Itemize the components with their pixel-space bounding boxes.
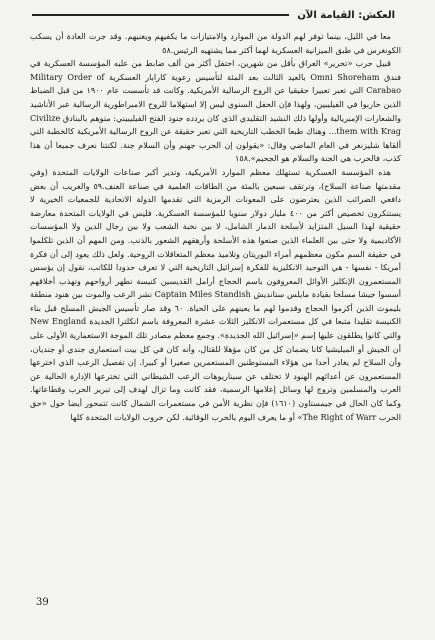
body-text bbox=[30, 30, 401, 590]
paragraph: هذه المؤسسة العسكرية تستهلك معظم الموارد الأمريكية، وتدير أكبر صناعات الولايات المتحدة (وفي مقدمتها صناعة السلاح)، وترتقف سبعين بالمئة من الطاقات العلمية في صناعة العنف.٥٩ والغريب أن بعض دافعي الضرائب الذين يعترضون على المعونات الرمزية التي تقدمها الدولة الاتحادية للجمعيات الخيرية لا يستنكرون تخصيص أكثر من ٤٠٠ مليار دولار سنويا للمؤسسة العسكرية. فليس في الولايات المتحدة معارضة حقيقية لهذا السيل المتزايد لأسلحة الدمار الشامل، لا بين نخبة الشعب ولا بين رجال الدين ولا المؤسسات الأكاديمية ولا حتى بين العلماء الذين صنعوا هذه الأسلحة وأرهقهم الشعور بالذنب. ومن المهم أن الذين تلكلموا في حقيقة السم مكون معظمهم أمراء البوريتان وتلاميذ معظم المتعاقلات الروحية. ولعل ذلك يعود إلى أن فكرة أمريكا - نفسها - هي التوحيد الانكليزية للفكرة إسرائيل التاريخية التي لا تعرف حدودا للكاتب، تقول إن يؤسس المستعمرون الإنكليز الأوائل المعروفون باسم الحجاج أرامل القديسين كنيسة تطهر أرواحهم وتهذب أخلاقهم أسسوا جيشا مسلحا بقيادة مايلس ستانديش Captain Miles Standish نشر الرعب والموت بين هنود منطقة بليموث الذين أكرموا الحجاج وقدموا لهم ما يعينهم على الحياة. ٦٠ وقد صار تأسيس الجيش المسلح قبل بناء الكنيسة تقليدا متبعا في كل مستعمرات الانكليز الثلاث عشرة المعروفة باسم انكلترا الجديدة New England والتي كانوا يطلقون عليها إسم «إسرائيل الله الجديدة». وجمع معظم مصادر تلك الموجة الاستعمارية الأولى على أن الجيش أو الميليشيا كانا يضمان كل من كان مؤهلا للقتال، وأنه كان في كل بيت استعماري جندي أو جنديان، وأن السلاح لم يغادر أحدا من هؤلاء المستوطنين المستعمرين صغيرا أو كبيرا. إن تفصيل الرعب الذي اخترعها المستعمرون عن أعدائهم الهنود لا تختلف عن سيناريوهات الرعب الشيطاني التي تخترعها الإدارة الحالية عن العرب والمسلمين وتروج لها وسائل إعلامها الرسمية، فقد كانت وما تزال لهدف إلى تبرير الحرب وقطاعاتها. وكما كان الحال في جيمستاون (١٦١٠) فإن نظرية الأمن في مستعمرات الشمال كانت تتمحور أيضا حول «حق الحرب The Right of Warr» أو ما يعرف اليوم بالحرب الوقائية. لكن حروب الولايات المتحدة كلها bbox=[30, 166, 401, 422]
paragraph: قبيل حرب «تحرير» العراق بأقل من شهرين، احتفل أكثر من ألف ضابط من عليه المؤسسة العسكرية في فندق Omni Shoreham بالعيد الثالث بعد المئة لتأسيس رعوية كارابار العسكرية Military Order of Carabao التي تعبر تعبيرا حقيقيا عن الروح الرسالية الأمريكية. وكانت قد تأسست عام ١٩٠٠ من قبل الضباط الذين حاربوا في الفيليبين، ولهذا فإن الحفل السنوي ليس إلا استهلاما للروح الامبراطورية الرسالية عبر الأناشيد والشعارات الإمبريالية وأولها ذلك النشيد التقليدي الذي كان يردده جنود الفتح الفيليبيني: متوهم بالبنادق Civilize them with Krag... وهناك طبعا الخطب التاريخية التي تعبر حقيقة عن الروح الرسالية الأمريكية كالخطبة التي ألقاها شليزنغر في العام الماضي وقال: «يقولون إن الحرب جهنم وأن السلام جنة. لكنتنا نعرف جميعا أن هذا كذب، فالحرب هي الجنة والسلام هو الجحيم».١٥٨ bbox=[30, 58, 401, 164]
running-header bbox=[32, 6, 395, 24]
header-rule bbox=[32, 14, 289, 16]
page-number: 39 bbox=[36, 597, 49, 608]
running-title: العكش: القيامة الآن bbox=[297, 9, 395, 21]
paragraph: معا في الليل، بينما توفر لهم الدولة من الموارد والامتيازات ما يكفيهم ويغنيهم. وقد جرت العادة أن يسكب الكونغرس في طبق الميزانية العسكرية لهما أكثر مما يشتهيه الرئيس.٥٨ bbox=[30, 31, 401, 55]
